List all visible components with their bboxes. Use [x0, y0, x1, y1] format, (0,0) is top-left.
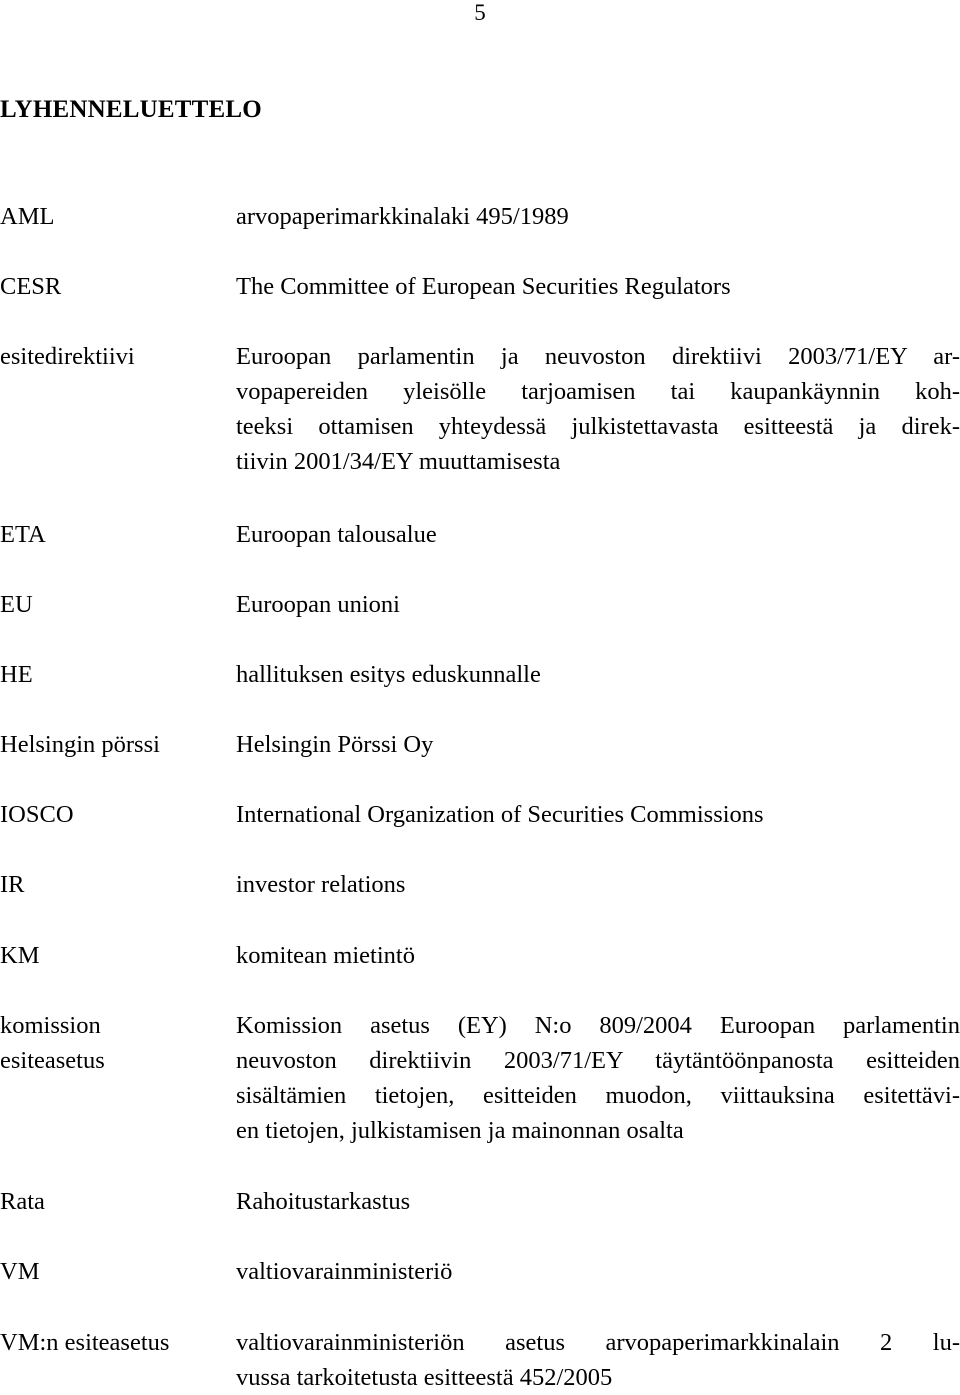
definition-line: en tietojen, julkistamisen ja mainonnan osalta: [236, 1117, 684, 1144]
abbreviation-term: [0, 657, 228, 692]
abbreviation-term: [0, 199, 228, 234]
definition-line: valtiovarainministeriön asetus arvopaperimarkkinalain 2 lu-: [236, 1329, 960, 1356]
term-line: komission: [0, 1012, 101, 1039]
term-line: esiteasetus: [0, 1047, 105, 1074]
definition-line: Komission asetus (EY) N:o 809/2004 Euroopan parlamentin: [236, 1012, 960, 1039]
page-number: 5: [474, 0, 486, 25]
abbreviation-definition: [236, 199, 960, 234]
term-line: IR: [0, 871, 25, 898]
definition-line: vopapereiden yleisölle tarjoamisen tai kaupankäynnin koh-: [236, 378, 960, 405]
abbreviation-term: [0, 1184, 228, 1219]
abbreviation-definition: [236, 587, 960, 622]
abbreviation-definition: [236, 727, 960, 762]
term-line: Rata: [0, 1188, 45, 1215]
term-line: VM: [0, 1258, 40, 1285]
definition-line: investor relations: [236, 871, 406, 898]
abbreviation-term: [0, 797, 228, 832]
abbreviation-term: [0, 587, 228, 622]
abbreviation-definition: [236, 867, 960, 902]
abbreviation-term: [0, 1254, 228, 1289]
abbreviation-definition: [236, 657, 960, 692]
abbreviation-term: [0, 867, 228, 902]
definition-line: hallituksen esitys eduskunnalle: [236, 661, 541, 688]
abbreviation-term: [0, 1325, 228, 1360]
term-line: HE: [0, 661, 33, 688]
term-line: IOSCO: [0, 801, 74, 828]
abbreviation-definition: [236, 797, 960, 832]
abbreviation-definition: [236, 1184, 960, 1219]
abbreviation-term: [0, 269, 228, 304]
definition-line: sisältämien tietojen, esitteiden muodon, viittauksina esitettävi-: [236, 1082, 960, 1109]
abbreviation-definition: [236, 1325, 960, 1395]
abbreviation-definition: [236, 1008, 960, 1148]
definition-line: teeksi ottamisen yhteydessä julkistettavasta esitteestä ja direk-: [236, 413, 960, 440]
definition-line: Euroopan talousalue: [236, 521, 437, 548]
definition-line: komitean mietintö: [236, 942, 415, 969]
abbreviation-term: [0, 727, 228, 762]
abbreviation-definition: [236, 339, 960, 479]
abbreviation-definition: [236, 938, 960, 973]
term-line: ETA: [0, 521, 46, 548]
definition-line: The Committee of European Securities Regulators: [236, 273, 731, 300]
abbreviation-term: [0, 1008, 228, 1078]
definition-line: Helsingin Pörssi Oy: [236, 731, 434, 758]
definition-line: Euroopan unioni: [236, 591, 400, 618]
term-line: esitedirektiivi: [0, 343, 135, 370]
definition-line: valtiovarainministeriö: [236, 1258, 453, 1285]
definition-line: vussa tarkoitetusta esitteestä 452/2005: [236, 1364, 613, 1391]
definition-line: arvopaperimarkkinalaki 495/1989: [236, 203, 569, 230]
term-line: Helsingin pörssi: [0, 731, 160, 758]
term-line: AML: [0, 203, 55, 230]
abbreviation-term: [0, 938, 228, 973]
definition-line: International Organization of Securities Commissions: [236, 801, 764, 828]
definition-line: neuvoston direktiivin 2003/71/EY täytäntöönpanosta esitteiden: [236, 1047, 960, 1074]
abbreviation-term: [0, 339, 228, 374]
abbreviation-definition: [236, 269, 960, 304]
term-line: KM: [0, 942, 40, 969]
definition-line: Rahoitustarkastus: [236, 1188, 411, 1215]
term-line: CESR: [0, 273, 62, 300]
abbreviation-term: [0, 517, 228, 552]
definition-line: tiivin 2001/34/EY muuttamisesta: [236, 448, 561, 475]
term-line: VM:n esiteasetus: [0, 1329, 170, 1356]
definition-line: Euroopan parlamentin ja neuvoston direktiivi 2003/71/EY ar-: [236, 343, 960, 370]
abbreviation-definition: [236, 517, 960, 552]
abbreviation-definition: [236, 1254, 960, 1289]
page-title: LYHENNELUETTELO: [0, 96, 262, 123]
term-line: EU: [0, 591, 33, 618]
